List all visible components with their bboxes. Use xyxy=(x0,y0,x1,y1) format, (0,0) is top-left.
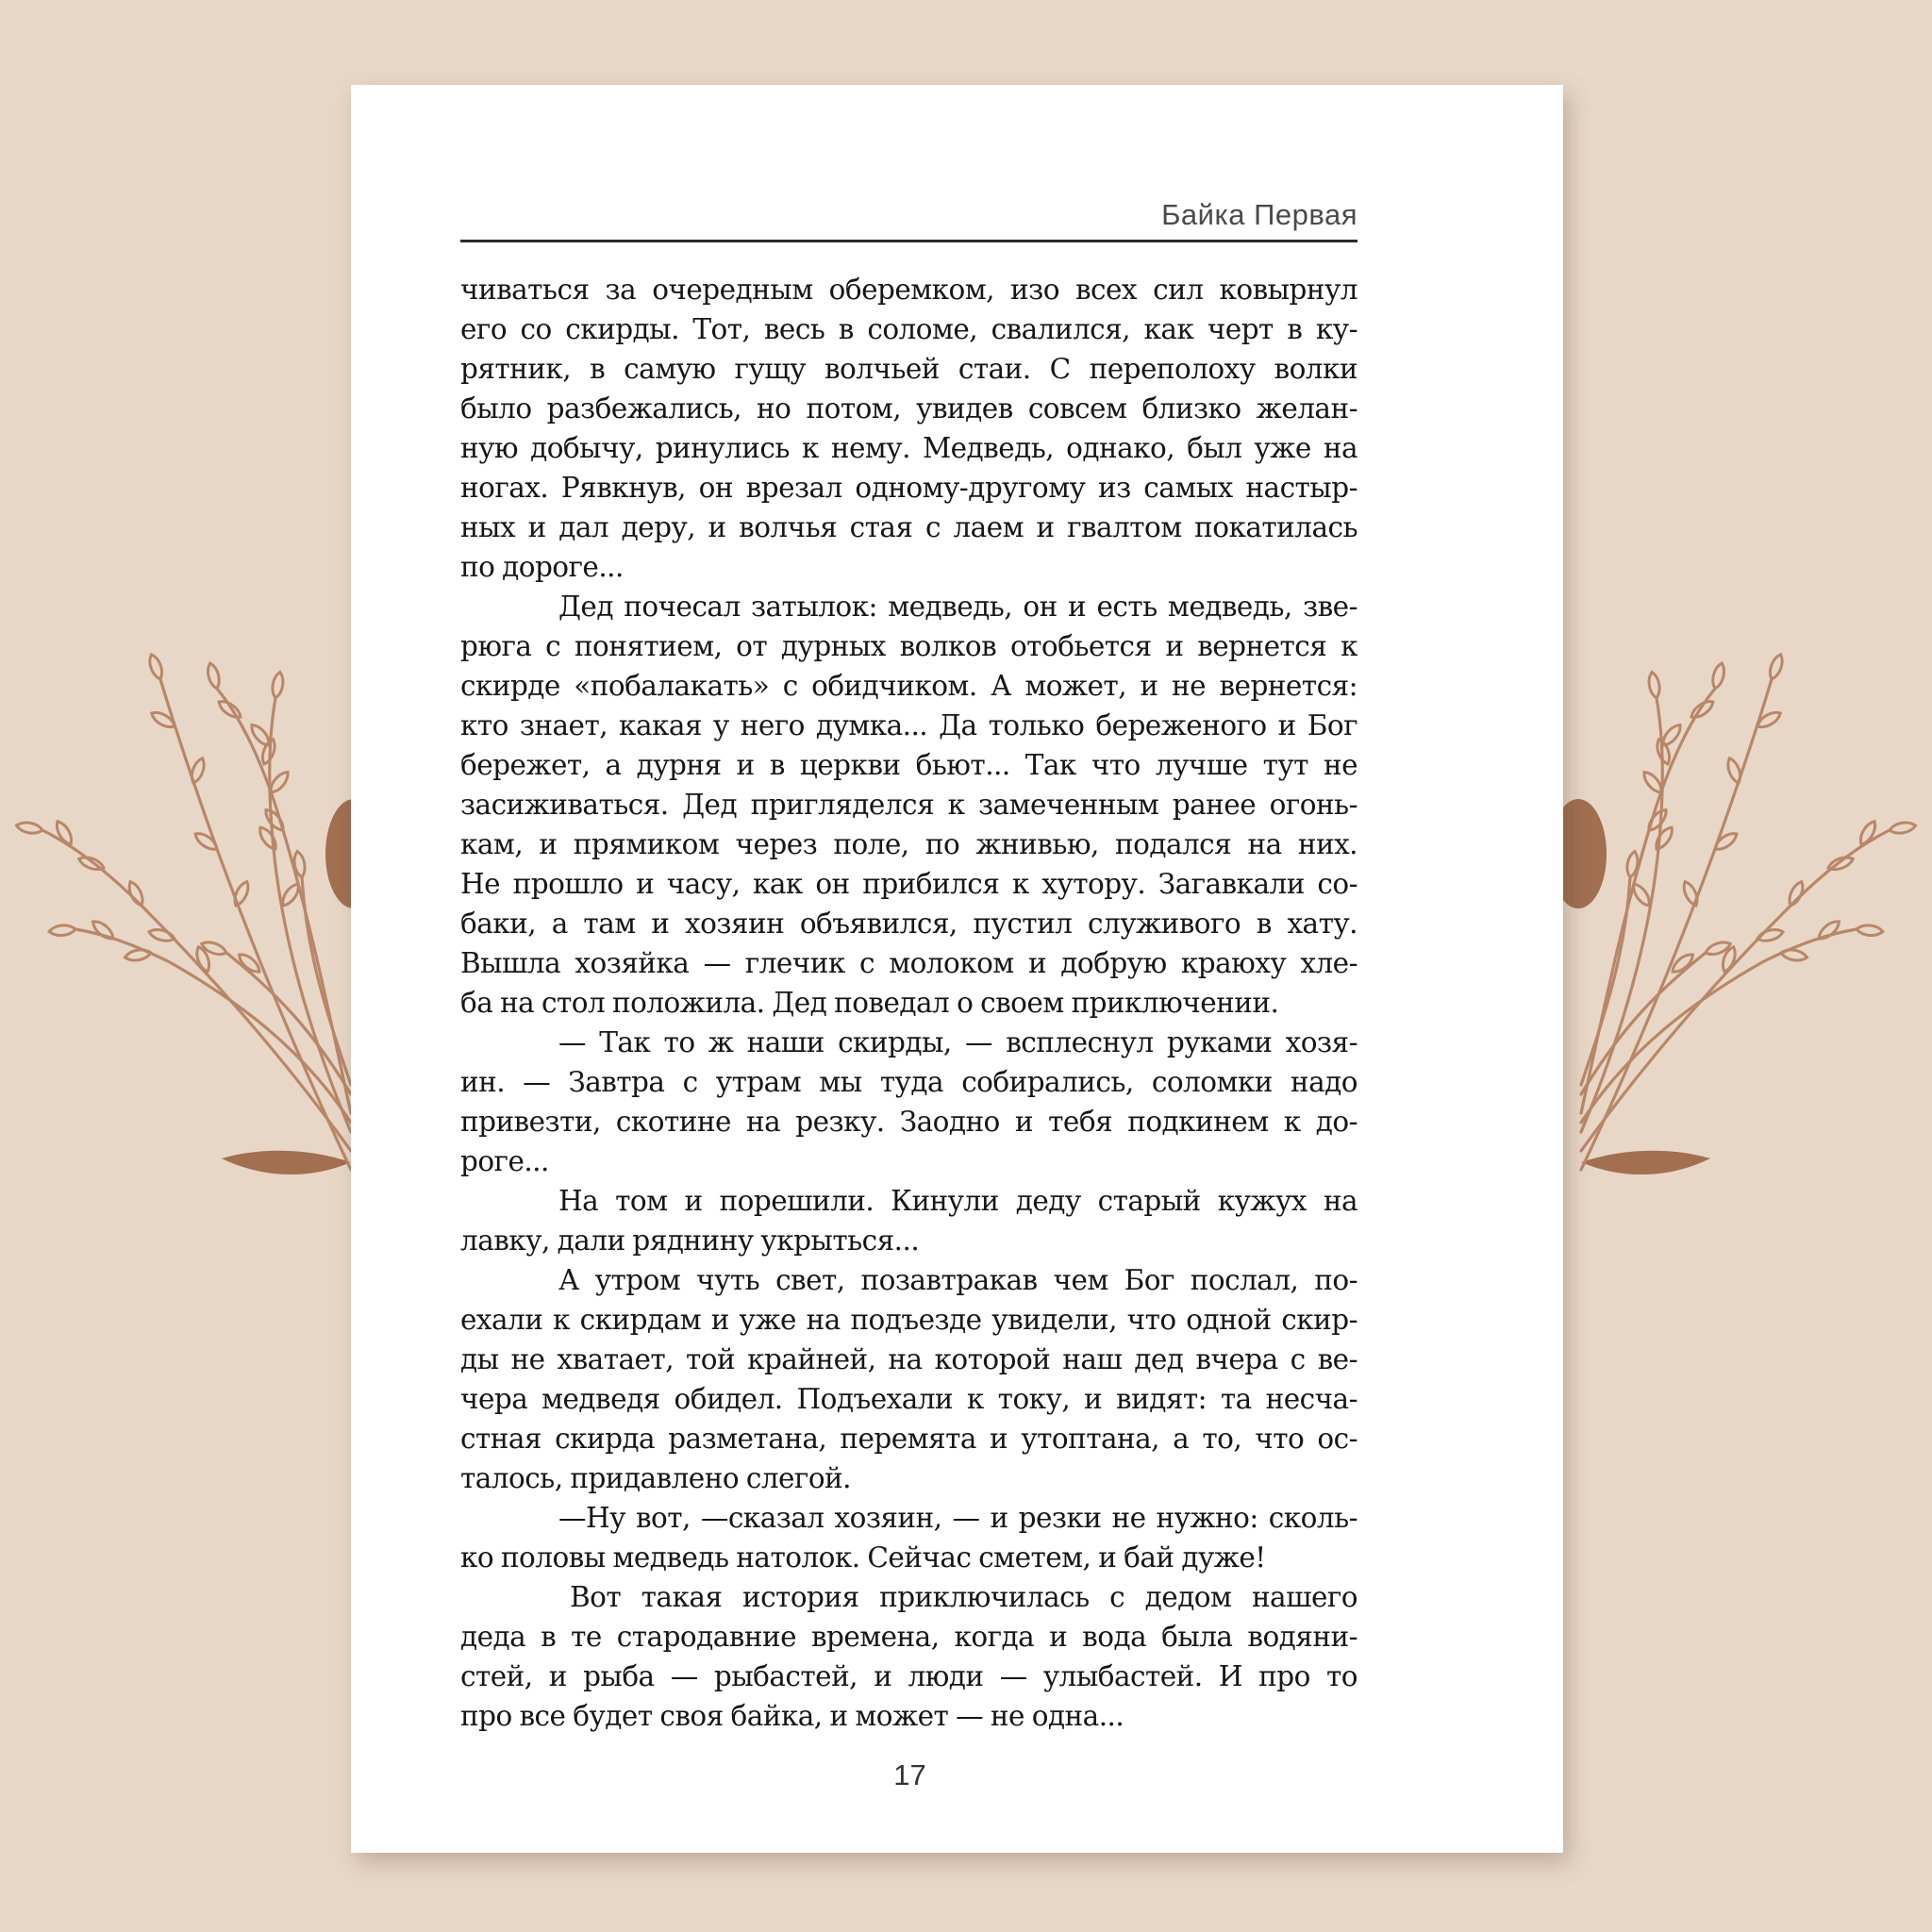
text-line: Дед почесал затылок: медведь, он и есть медведь, зве- xyxy=(558,591,1357,623)
text-line: талось, придавлено слегой. xyxy=(460,1462,851,1494)
text-line: ды не хватает, той крайней, на которой наш дед вчера с ве- xyxy=(460,1343,1357,1375)
left-willow-ornament xyxy=(16,653,382,1174)
text-line: ин. — Завтра с утрам мы туда собирались, соломки надо xyxy=(460,1066,1357,1098)
text-line: ную добычу, ринулись к нему. Медведь, однако, был уже на xyxy=(460,432,1357,464)
page-number: 17 xyxy=(893,1758,926,1791)
text-line: ко половы медведь натолок. Сейчас сметем, и бай дуже! xyxy=(460,1541,1266,1574)
text-line: его со скирды. Тот, весь в соломе, свалился, как черт в ку- xyxy=(460,313,1357,345)
text-line: было разбежались, но потом, увидев совсем близко желан- xyxy=(460,392,1357,425)
text-line: Не прошло и часу, как он прибился к хутору. Загавкали со- xyxy=(460,868,1357,900)
text-line: кам, и прямиком через поле, по жнивью, подался на них. xyxy=(460,828,1357,860)
text-line: засиживаться. Дед пригляделся к замеченным ранее огонь- xyxy=(460,789,1357,821)
text-line: привезти, скотине на резку. Заодно и тебя подкинем к до- xyxy=(460,1106,1357,1138)
book-page xyxy=(351,85,1563,1853)
text-line: рюга с понятием, от дурных волков отобьется и вернется к xyxy=(460,630,1357,662)
text-line: На том и порешили. Кинули деду старый кужух на xyxy=(558,1185,1357,1217)
text-line: про все будет своя байка, и может — не одна... xyxy=(460,1700,1124,1732)
text-line: Вышла хозяйка — глечик с молоком и добрую краюху хле- xyxy=(460,947,1357,979)
text-line: стей, и рыба — рыбастей, и люди — улыбастей. И про то xyxy=(460,1660,1357,1692)
text-line: —Ну вот, —сказал хозяин, — и резки не нужно: сколь- xyxy=(558,1502,1357,1534)
text-line: стная скирда разметана, перемята и утоптана, а то, что ос- xyxy=(460,1423,1357,1455)
text-line: — Так то ж наши скирды, — всплеснул руками хозя- xyxy=(558,1026,1357,1058)
text-line: Вот такая история приключилась с дедом нашего xyxy=(570,1581,1357,1613)
text-line: ба на стол положила. Дед поведал о своем приключении. xyxy=(460,987,1279,1019)
right-willow-ornament xyxy=(1550,653,1916,1174)
running-title: Байка Первая xyxy=(1161,198,1357,231)
text-line: скирде «побалакать» с обидчиком. А может, и не вернется: xyxy=(460,670,1357,702)
text-line: роге... xyxy=(460,1145,549,1177)
text-line: кто знает, какая у него думка... Да только береженого и Бог xyxy=(460,709,1357,741)
text-line: деда в те стародавние времена, когда и вода была водяни- xyxy=(460,1621,1357,1653)
text-line: чера медведя обидел. Подъехали к току, и видят: та несча- xyxy=(460,1383,1357,1415)
text-line: А утром чуть свет, позавтракав чем Бог послал, по- xyxy=(558,1264,1357,1296)
text-line: баки, а там и хозяин объявился, пустил служивого в хату. xyxy=(460,908,1357,940)
text-line: бережет, а дурня и в церкви бьют... Так что лучше тут не xyxy=(460,749,1357,781)
text-line: лавку, дали ряднину укрыться... xyxy=(460,1224,920,1257)
page-body-text xyxy=(460,270,1357,1736)
text-line: по дороге... xyxy=(460,551,624,583)
text-line: ногах. Рявкнув, он врезал одному-другому из самых настыр- xyxy=(460,472,1357,504)
text-line: чиваться за очередным оберемком, изо всех сил ковырнул xyxy=(460,274,1357,306)
text-line: ехали к скирдам и уже на подъезде увидели, что одной скир- xyxy=(460,1304,1357,1336)
text-line: рятник, в самую гущу волчьей стаи. С переполоху волки xyxy=(460,353,1357,385)
header-rule xyxy=(460,240,1357,242)
text-line: ных и дал деру, и волчья стая с лаем и гвалтом покатилась xyxy=(460,511,1357,543)
